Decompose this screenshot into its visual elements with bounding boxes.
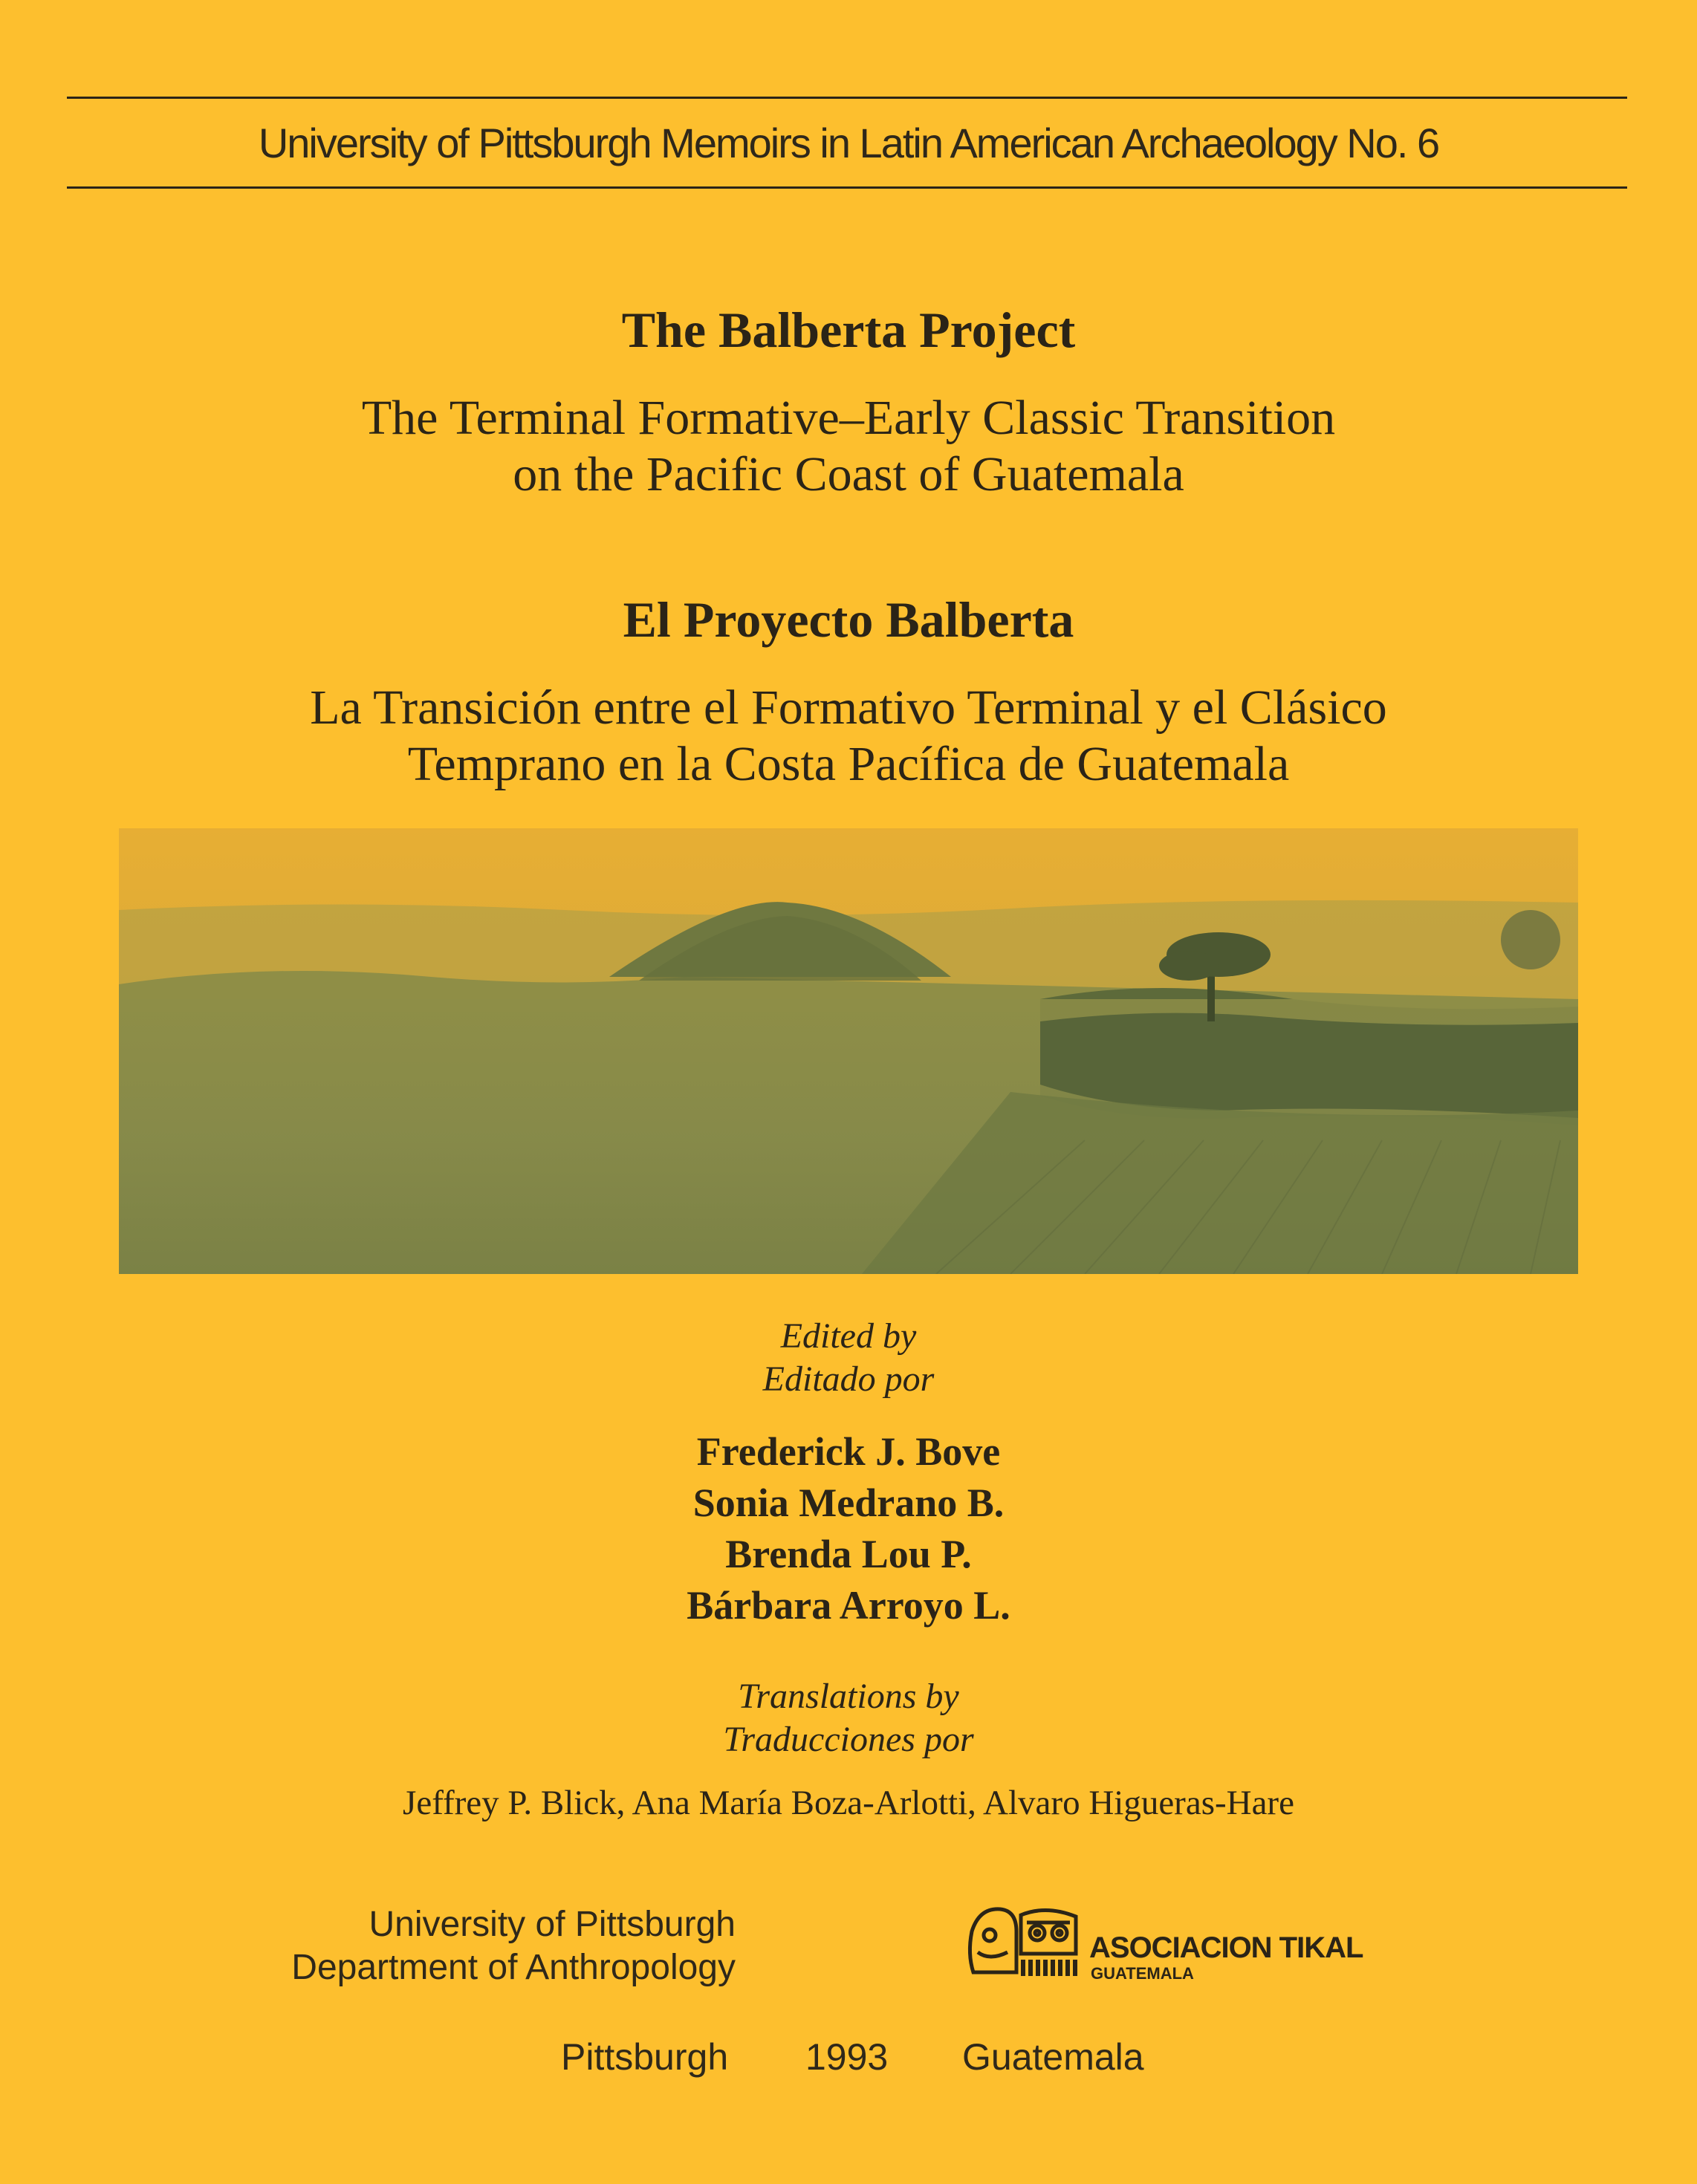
spanish-subtitle-line2: Temprano en la Costa Pacífica de Guatemala	[407, 737, 1290, 791]
editor-name: Frederick J. Bove	[696, 1429, 1001, 1474]
asociacion-tikal	[964, 1902, 1380, 1983]
publisher-line1: University of Pittsburgh	[369, 1905, 736, 1944]
spanish-subtitle-line1: La Transición entre el Formativo Terminal y el Clásico	[310, 680, 1387, 735]
english-subtitle	[0, 390, 1697, 503]
edited-by-es: Editado por	[762, 1359, 935, 1399]
publisher-line2: Department of Anthropology	[291, 1948, 736, 1987]
imprint-city-guatemala: Guatemala	[962, 2036, 1144, 2078]
tikal-country: GUATEMALA	[1091, 1964, 1194, 1983]
imprint-year: 1993	[805, 2036, 889, 2078]
editors-list	[0, 1426, 1697, 1631]
publisher	[215, 1903, 736, 1989]
english-subtitle-line2: on the Pacific Coast of Guatemala	[513, 447, 1184, 501]
landscape-photo	[119, 828, 1578, 1274]
edited-by-label	[0, 1315, 1697, 1401]
imprint-city-pittsburgh: Pittsburgh	[561, 2036, 729, 2078]
translations-by-en: Translations by	[738, 1677, 959, 1716]
editor-name: Brenda Lou P.	[725, 1532, 972, 1576]
tikal-name: ASOCIACION TIKAL	[1089, 1931, 1363, 1964]
edited-by-en: Edited by	[780, 1316, 917, 1356]
translations-by-label	[0, 1675, 1697, 1761]
tikal-glyph-logo	[964, 1902, 1083, 1983]
translators: Jeffrey P. Blick, Ana María Boza-Arlotti, Alvaro Higueras-Hare	[403, 1784, 1294, 1822]
series-title: University of Pittsburgh Memoirs in Latin American Archaeology No. 6	[258, 120, 1439, 166]
top-rule	[67, 97, 1627, 99]
spanish-subtitle	[0, 680, 1697, 793]
bottom-rule	[67, 186, 1627, 189]
english-title: The Balberta Project	[621, 302, 1076, 358]
editor-name: Bárbara Arroyo L.	[687, 1583, 1010, 1628]
spanish-title: El Proyecto Balberta	[623, 591, 1074, 648]
english-subtitle-line1: The Terminal Formative–Early Classic Transition	[361, 391, 1336, 445]
translations-by-es: Traducciones por	[723, 1720, 974, 1759]
editor-name: Sonia Medrano B.	[692, 1481, 1005, 1525]
